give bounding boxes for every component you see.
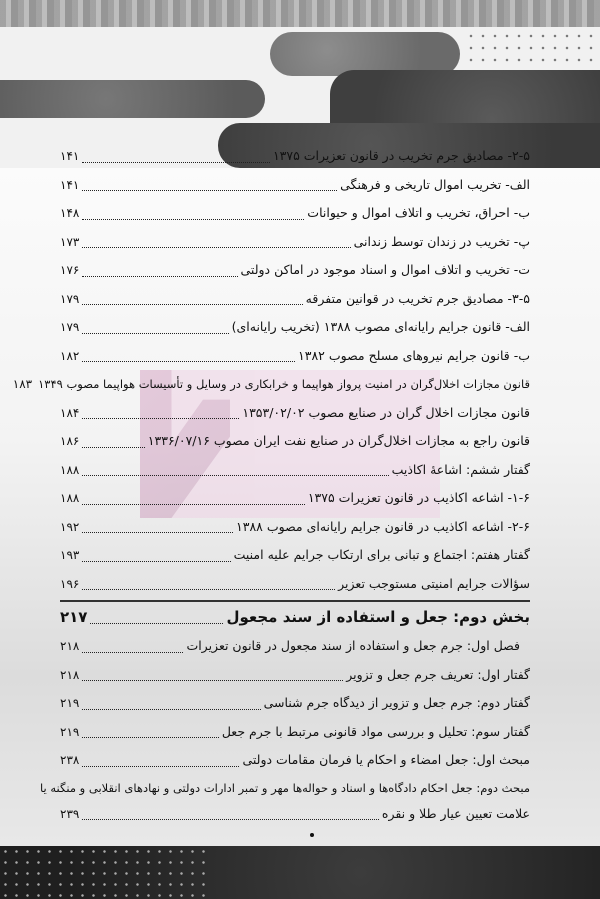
page-number: ۱۸۴ bbox=[60, 405, 80, 420]
page-number: ۱۹۳ bbox=[60, 548, 80, 562]
page-number: ۲۳۸ bbox=[60, 753, 80, 767]
decorative-dot-pattern bbox=[465, 30, 600, 66]
dot-leader bbox=[82, 532, 233, 533]
dot-leader bbox=[82, 709, 260, 710]
decorative-header-band bbox=[0, 0, 600, 27]
toc-entry: گفتار سوم: تحلیل و بررسی مواد قانونی مرتبط با جرم جعل ۲۱۹ bbox=[60, 718, 530, 747]
dot-leader bbox=[82, 361, 295, 362]
toc-entry: قانون مجازات اخلال‌گران در امنیت پرواز هواپیما و خرابکاری در وسایل و تأسیسات هواپیما مصوب ۱۳۴۹ ۱۸۳ bbox=[60, 370, 530, 399]
page-number: ۱۸۶ bbox=[60, 434, 80, 448]
dot-leader bbox=[82, 819, 379, 820]
dot-leader bbox=[82, 219, 304, 220]
toc-entry: ۲-۶- اشاعه اکاذیب در قانون جرایم رایانه‌ای مصوب ۱۳۸۸ ۱۹۲ bbox=[60, 513, 530, 542]
dot-leader bbox=[82, 766, 239, 767]
page-number: ۱۸۲ bbox=[60, 348, 80, 363]
dot-leader bbox=[82, 589, 335, 590]
dot-leader bbox=[82, 190, 337, 191]
page-number: ۱۸۸ bbox=[60, 491, 80, 505]
page-number: ۲۱۸ bbox=[60, 667, 80, 682]
dot-leader bbox=[82, 737, 218, 738]
page-number: ۱۷۶ bbox=[60, 263, 80, 277]
dot-leader bbox=[82, 561, 230, 562]
decorative-header-band bbox=[0, 80, 265, 118]
page-number: ۱۸۸ bbox=[60, 462, 80, 477]
toc-entry: ۱-۶- اشاعه اکاذیب در قانون تعزیرات ۱۳۷۵ ۱۸۸ bbox=[60, 484, 530, 513]
toc-entry-line2: علامت تعیین عیار طلا و نقره ۲۳۹ bbox=[60, 801, 530, 827]
table-of-contents bbox=[12, 142, 530, 827]
dot-leader bbox=[82, 475, 388, 476]
page-number: ۱۴۸ bbox=[60, 206, 80, 220]
dot-leader bbox=[82, 680, 343, 681]
page-number: ۱۴۱ bbox=[60, 177, 80, 192]
dot-leader bbox=[82, 447, 144, 448]
page-number: ۲۱۹ bbox=[60, 696, 80, 710]
decorative-dot bbox=[310, 833, 314, 837]
toc-entry: گفتار دوم: جرم جعل و تزویر از دیدگاه جرم شناسی ۲۱۹ bbox=[60, 689, 530, 718]
toc-entry: ب- احراق، تخریب و اتلاف اموال و حیوانات ۱۴۸ bbox=[60, 199, 530, 228]
page-number: ۲۱۷ bbox=[60, 608, 88, 626]
page-number: ۱۷۹ bbox=[60, 320, 80, 334]
toc-entry: الف- تخریب اموال تاریخی و فرهنگی ۱۴۱ bbox=[60, 171, 530, 200]
toc-part-heading: بخش دوم: جعل و استفاده از سند مجعول ۲۱۷ bbox=[60, 602, 530, 632]
page-number: ۱۹۶ bbox=[60, 576, 80, 591]
page-number: ۱۹۲ bbox=[60, 519, 80, 534]
dot-leader bbox=[82, 504, 305, 505]
page-number: ۱۸۳ bbox=[12, 377, 33, 391]
dot-leader bbox=[82, 247, 350, 248]
dot-leader bbox=[82, 333, 228, 334]
page-number: ۱۷۳ bbox=[60, 234, 80, 249]
toc-entry: سؤالات جرایم امنیتی مستوجب تعزیر ۱۹۶ bbox=[60, 570, 530, 599]
toc-entry: قانون مجازات اخلال گران در صنایع مصوب ۱۳۵۳/۰۲/۰۲ ۱۸۴ bbox=[60, 399, 530, 428]
toc-entry: مبحث اول: جعل امضاء و احکام یا فرمان مقامات دولتی ۲۳۸ bbox=[60, 746, 530, 775]
toc-entry: گفتار اول: تعریف جرم جعل و تزویر ۲۱۸ bbox=[60, 661, 530, 690]
toc-entry: گفتار هفتم: اجتماع و تبانی برای ارتکاب جرایم علیه امنیت ۱۹۳ bbox=[60, 541, 530, 570]
toc-entry: ت- تخریب و اتلاف اموال و اسناد موجود در اماکن دولتی ۱۷۶ bbox=[60, 256, 530, 285]
toc-entry: ۲-۵- مصادیق جرم تخریب در قانون تعزیرات ۱۳۷۵ ۱۴۱ bbox=[60, 142, 530, 171]
dot-leader bbox=[90, 623, 223, 624]
decorative-dot-pattern bbox=[0, 846, 210, 899]
toc-entry: قانون راجع به مجازات اخلال‌گران در صنایع نفت ایران مصوب ۱۳۳۶/۰۷/۱۶ ۱۸۶ bbox=[60, 427, 530, 456]
toc-entry-line1: مبحث دوم: جعل احکام دادگاه‌ها و اسناد و حواله‌ها مهر و تمبر ادارات دولتی و نهادهای انقلابی و منگنه یا bbox=[40, 780, 530, 795]
toc-entry: الف- قانون جرایم رایانه‌ای مصوب ۱۳۸۸ (تخریب رایانه‌ای) ۱۷۹ bbox=[60, 313, 530, 342]
toc-entry: گفتار ششم: اشاعهٔ اکاذیب ۱۸۸ bbox=[60, 456, 530, 485]
page-number: ۲۱۹ bbox=[60, 724, 80, 739]
page-number: ۱۷۹ bbox=[60, 291, 80, 306]
toc-entry: ۳-۵- مصادیق جرم تخریب در قوانین متفرقه ۱۷۹ bbox=[60, 285, 530, 314]
dot-leader bbox=[82, 162, 270, 163]
dot-leader bbox=[82, 304, 302, 305]
dot-leader bbox=[82, 276, 237, 277]
toc-entry: پ- تخریب در زندان توسط زندانی ۱۷۳ bbox=[60, 228, 530, 257]
toc-entry: فصل اول: جرم جعل و استفاده از سند مجعول در قانون تعزیرات ۲۱۸ bbox=[60, 632, 530, 661]
toc-entry: ب- قانون جرایم نیروهای مسلح مصوب ۱۳۸۲ ۱۸۲ bbox=[60, 342, 530, 371]
dot-leader bbox=[82, 652, 183, 653]
page-number: ۲۱۸ bbox=[60, 639, 80, 653]
dot-leader bbox=[82, 418, 239, 419]
page-number: ۲۳۹ bbox=[60, 806, 80, 821]
page-number: ۱۴۱ bbox=[60, 149, 80, 163]
